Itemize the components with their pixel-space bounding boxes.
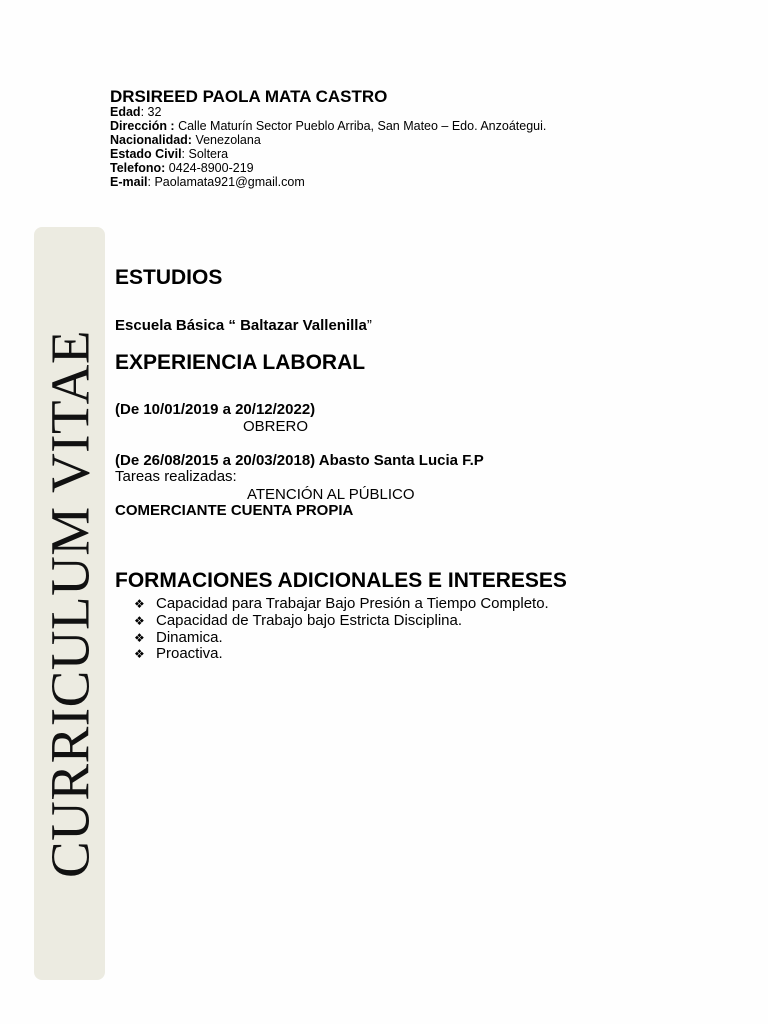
sidebar-title: CURRICULUM VITAE xyxy=(39,329,100,878)
task-item: COMERCIANTE CUENTA PROPIA xyxy=(115,502,354,519)
task-item: ATENCIÓN AL PÚBLICO xyxy=(247,486,415,503)
field-label: Telefono: xyxy=(110,161,166,175)
diamond-bullet-icon: ❖ xyxy=(134,631,145,645)
field-sep: : xyxy=(147,175,151,189)
list-item xyxy=(134,629,223,646)
field-age xyxy=(110,105,161,119)
tasks-label: Tareas realizadas: xyxy=(115,468,237,485)
field-label: Dirección : xyxy=(110,119,175,133)
school-text: Escuela Básica “ Baltazar Vallenilla xyxy=(115,317,367,334)
field-civil-status xyxy=(110,147,228,161)
section-heading-estudios: ESTUDIOS xyxy=(115,266,223,289)
field-value: Paolamata921@gmail.com xyxy=(151,175,305,189)
sidebar-banner xyxy=(34,227,105,980)
school-quote: ” xyxy=(366,317,372,334)
field-email xyxy=(110,175,305,189)
field-address xyxy=(110,119,546,133)
field-label: Nacionalidad: xyxy=(110,133,192,147)
section-heading-experiencia: EXPERIENCIA LABORAL xyxy=(115,351,366,374)
section-heading-formaciones: FORMACIONES ADICIONALES E INTERESES xyxy=(115,569,567,592)
list-item xyxy=(134,595,549,612)
list-item-text: Proactiva. xyxy=(156,645,223,662)
diamond-bullet-icon: ❖ xyxy=(134,614,145,628)
candidate-name: DRSIREED PAOLA MATA CASTRO xyxy=(110,87,388,106)
list-item xyxy=(134,645,223,662)
school-name xyxy=(115,317,372,334)
field-value: 0424-8900-219 xyxy=(165,161,254,175)
field-value: Soltera xyxy=(185,147,229,161)
field-value: 32 xyxy=(144,105,162,119)
field-value: Calle Maturín Sector Pueblo Arriba, San Mateo – Edo. Anzoátegui. xyxy=(174,119,547,133)
diamond-bullet-icon: ❖ xyxy=(134,647,145,661)
field-sep: : xyxy=(140,105,145,119)
field-sep: : xyxy=(181,147,186,161)
diamond-bullet-icon: ❖ xyxy=(134,597,145,611)
job1-period: (De 10/01/2019 a 20/12/2022) xyxy=(115,401,316,418)
field-label: Estado Civil xyxy=(110,147,182,161)
field-label: E-mail xyxy=(110,175,148,189)
field-nationality xyxy=(110,133,261,147)
list-item-text: Dinamica. xyxy=(156,629,223,646)
list-item-text: Capacidad de Trabajo bajo Estricta Disciplina. xyxy=(156,612,462,629)
field-phone xyxy=(110,161,254,175)
field-value: Venezolana xyxy=(191,133,261,147)
job1-role: OBRERO xyxy=(243,418,309,435)
field-label: Edad xyxy=(110,105,141,119)
list-item-text: Capacidad para Trabajar Bajo Presión a Tiempo Completo. xyxy=(156,595,549,612)
job2-period: (De 26/08/2015 a 20/03/2018) Abasto Santa Lucia F.P xyxy=(115,452,484,469)
list-item xyxy=(134,612,462,629)
